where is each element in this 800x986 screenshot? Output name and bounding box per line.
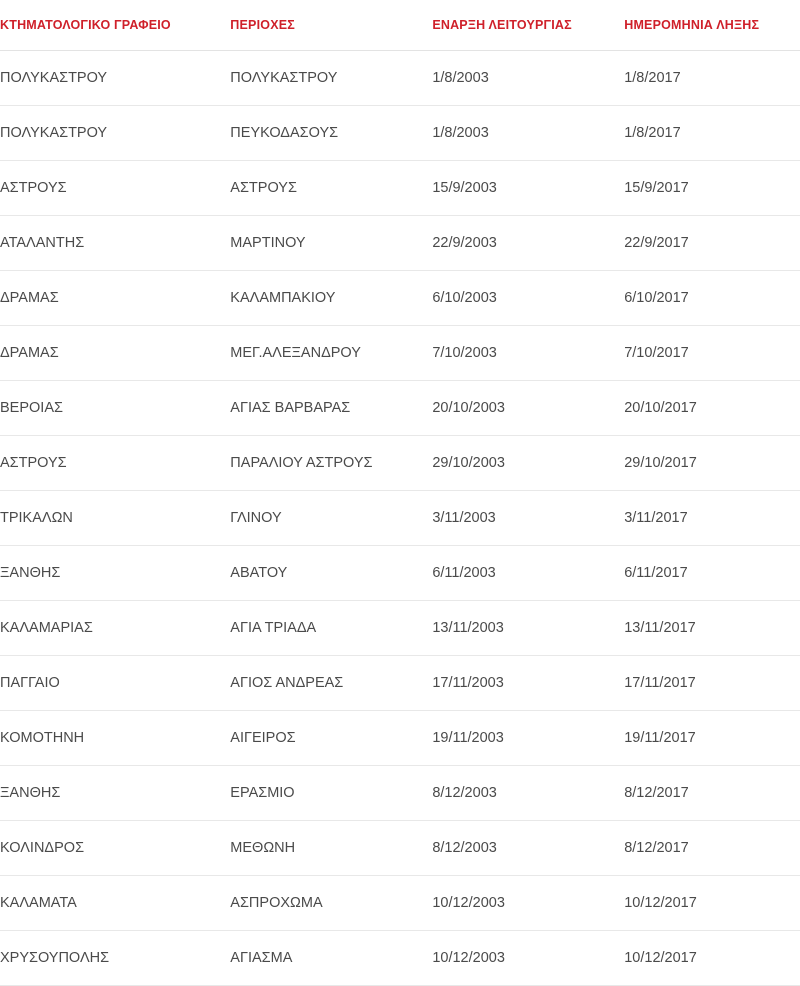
cell-office: ΑΤΑΛΑΝΤΗΣ	[0, 216, 230, 271]
cell-end-date: 6/10/2017	[624, 271, 800, 326]
table-row	[0, 216, 800, 271]
cell-office: ΠΑΓΓΑΙΟ	[0, 656, 230, 711]
cell-end-date: 17/11/2017	[624, 656, 800, 711]
cell-area: ΓΛΙΝΟΥ	[230, 491, 432, 546]
cell-office: ΞΑΝΘΗΣ	[0, 766, 230, 821]
cell-end-date: 15/9/2017	[624, 161, 800, 216]
cell-start-date: 7/10/2003	[432, 326, 624, 381]
cell-area: ΑΒΑΤΟΥ	[230, 546, 432, 601]
cell-office: ΒΕΡΟΙΑΣ	[0, 381, 230, 436]
table-header	[0, 0, 800, 51]
cell-end-date: 6/11/2017	[624, 546, 800, 601]
cell-office: ΧΡΥΣΟΥΠΟΛΗΣ	[0, 931, 230, 986]
table-row	[0, 106, 800, 161]
cell-area: ΑΓΙΑΣΜΑ	[230, 931, 432, 986]
table-row	[0, 766, 800, 821]
cell-start-date: 10/12/2003	[432, 876, 624, 931]
cell-area: ΑΓΙΑ ΤΡΙΑΔΑ	[230, 601, 432, 656]
cell-office: ΔΡΑΜΑΣ	[0, 326, 230, 381]
table-row	[0, 271, 800, 326]
cell-office: ΚΟΜΟΤΗΝΗ	[0, 711, 230, 766]
cell-start-date: 1/8/2003	[432, 106, 624, 161]
table-body	[0, 51, 800, 986]
cell-end-date: 1/8/2017	[624, 106, 800, 161]
cell-area: ΑΣΤΡΟΥΣ	[230, 161, 432, 216]
table-row	[0, 711, 800, 766]
cell-end-date: 22/9/2017	[624, 216, 800, 271]
cell-end-date: 29/10/2017	[624, 436, 800, 491]
table-row	[0, 326, 800, 381]
cell-office: ΠΟΛΥΚΑΣΤΡΟΥ	[0, 51, 230, 106]
cell-office: ΔΡΑΜΑΣ	[0, 271, 230, 326]
cell-area: ΑΓΙΑΣ ΒΑΡΒΑΡΑΣ	[230, 381, 432, 436]
cell-start-date: 6/10/2003	[432, 271, 624, 326]
cell-start-date: 13/11/2003	[432, 601, 624, 656]
cell-start-date: 3/11/2003	[432, 491, 624, 546]
cell-end-date: 10/12/2017	[624, 876, 800, 931]
cell-area: ΑΓΙΟΣ ΑΝΔΡΕΑΣ	[230, 656, 432, 711]
column-header-office: ΚΤΗΜΑΤΟΛΟΓΙΚΟ ΓΡΑΦΕΙΟ	[0, 0, 230, 51]
cell-office: ΑΣΤΡΟΥΣ	[0, 161, 230, 216]
cell-start-date: 8/12/2003	[432, 821, 624, 876]
cell-area: ΜΕΘΩΝΗ	[230, 821, 432, 876]
cell-start-date: 15/9/2003	[432, 161, 624, 216]
cell-office: ΚΑΛΑΜΑΡΙΑΣ	[0, 601, 230, 656]
cell-end-date: 8/12/2017	[624, 821, 800, 876]
table-row	[0, 436, 800, 491]
table-row	[0, 601, 800, 656]
cell-end-date: 10/12/2017	[624, 931, 800, 986]
cell-end-date: 1/8/2017	[624, 51, 800, 106]
cell-start-date: 19/11/2003	[432, 711, 624, 766]
cell-end-date: 13/11/2017	[624, 601, 800, 656]
cell-area: ΠΟΛΥΚΑΣΤΡΟΥ	[230, 51, 432, 106]
table-row	[0, 546, 800, 601]
column-header-areas: ΠΕΡΙΟΧΕΣ	[230, 0, 432, 51]
cell-area: ΜΑΡΤΙΝΟΥ	[230, 216, 432, 271]
cell-start-date: 20/10/2003	[432, 381, 624, 436]
cell-start-date: 6/11/2003	[432, 546, 624, 601]
cell-end-date: 7/10/2017	[624, 326, 800, 381]
cell-area: ΜΕΓ.ΑΛΕΞΑΝΔΡΟΥ	[230, 326, 432, 381]
cell-area: ΚΑΛΑΜΠΑΚΙΟΥ	[230, 271, 432, 326]
cell-start-date: 17/11/2003	[432, 656, 624, 711]
table-row	[0, 931, 800, 986]
cell-start-date: 10/12/2003	[432, 931, 624, 986]
table-row	[0, 876, 800, 931]
cell-start-date: 22/9/2003	[432, 216, 624, 271]
cell-end-date: 20/10/2017	[624, 381, 800, 436]
cell-office: ΑΣΤΡΟΥΣ	[0, 436, 230, 491]
table-row	[0, 161, 800, 216]
table-row	[0, 821, 800, 876]
cell-area: ΠΑΡΑΛΙΟΥ ΑΣΤΡΟΥΣ	[230, 436, 432, 491]
cell-office: ΠΟΛΥΚΑΣΤΡΟΥ	[0, 106, 230, 161]
cell-office: ΤΡΙΚΑΛΩΝ	[0, 491, 230, 546]
table-header-row	[0, 0, 800, 51]
cell-office: ΚΟΛΙΝΔΡΟΣ	[0, 821, 230, 876]
cell-end-date: 3/11/2017	[624, 491, 800, 546]
column-header-end-date: ΗΜΕΡΟΜΗΝΙΑ ΛΗΞΗΣ	[624, 0, 800, 51]
cell-start-date: 8/12/2003	[432, 766, 624, 821]
table-row	[0, 656, 800, 711]
cell-area: ΑΣΠΡΟΧΩΜΑ	[230, 876, 432, 931]
cell-area: ΕΡΑΣΜΙΟ	[230, 766, 432, 821]
cell-end-date: 19/11/2017	[624, 711, 800, 766]
cell-start-date: 1/8/2003	[432, 51, 624, 106]
column-header-start-date: ΕΝΑΡΞΗ ΛΕΙΤΟΥΡΓΙΑΣ	[432, 0, 624, 51]
cell-office: ΚΑΛΑΜΑΤΑ	[0, 876, 230, 931]
table-row	[0, 51, 800, 106]
cell-area: ΠΕΥΚΟΔΑΣΟΥΣ	[230, 106, 432, 161]
cell-end-date: 8/12/2017	[624, 766, 800, 821]
cell-area: ΑΙΓΕΙΡΟΣ	[230, 711, 432, 766]
cell-start-date: 29/10/2003	[432, 436, 624, 491]
cell-office: ΞΑΝΘΗΣ	[0, 546, 230, 601]
table-row	[0, 381, 800, 436]
table-row	[0, 491, 800, 546]
